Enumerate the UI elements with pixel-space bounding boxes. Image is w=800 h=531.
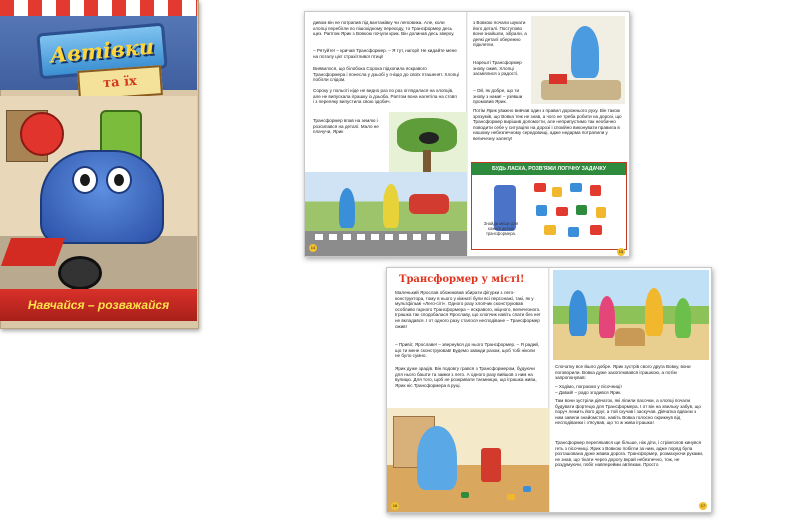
spread2-right-paragraph-3: – Давай! – радо згодився Ярик.	[555, 390, 622, 395]
spread2-right-paragraph-5: Трансформер перелякався ще більше, ніж діти, і стрімголов кинувся геть з пісочниці. Ярик з Вовкою побігли за ним, адже поряд була розташована дуже жвава дорога. Трансформер, розмахуючи руками, не знав, що тікати через дорогу вкрай небезпечно, тож, не роздумуючи, побіг навперейми автівкам. Просто	[555, 440, 705, 468]
cover-slogan: Навчайся – розважайся	[0, 289, 197, 321]
spread1-right-paragraph-3: – Ой, як добре, що ти знову з нами! – узявши промовив Ярик.	[473, 88, 524, 105]
book-spread-top	[304, 11, 630, 257]
cover-awning-stripe	[0, 0, 197, 16]
book-cover	[0, 0, 199, 329]
street-scene-illustration	[305, 172, 467, 256]
page-number-badge: 16	[392, 503, 398, 508]
spread1-left-paragraph-4: Сороку у польоті ніде не видно раз по раз оглядалася на хлопців, але не випускала іграшку із дзьоба. Раптом вона налетіла на стовп і з переляку випустила свою здобич.	[313, 88, 459, 105]
magpie-tree-illustration	[389, 112, 467, 176]
page-number-badge: 15	[618, 249, 624, 254]
puzzle-caption: Знайди місце для кожної деталі трансформера.	[483, 221, 520, 236]
puzzle-title: БУДЬ ЛАСКА, РОЗВ'ЯЖИ ЛОГІЧНУ ЗАДАЧКУ	[472, 163, 626, 175]
spread1-right-paragraph-4: Потім Ярик уважно вивчав один з правил дорожнього руху. Він також зрозумів, що Вовка теж не знав, а чого не треба робити на дорозі, що Трансформер вирішив допомогти, але неприпустимо так необачно поводити себе у ситуаціях на дорозі і спокійно виконувати правила в нашому небезпечному середовищі, адже недарма потрапили у величезну халепу!	[473, 108, 623, 141]
spread2-left-paragraph-3: Ярик дуже зрадів. Він подовгу грався з Трансформером, будуючи для нього башти та замки з лего. А одного разу вийшов з ним на вулицю. Для того, щоб не розкривати таємницю, що іграшка жива, Ярик ніс Трансформера в руці.	[395, 366, 538, 388]
spread2-right-paragraph-1: Спочатку все йшло добре. Ярик зустрів свого друга Вовку, вони поговорили. Вовка дуже захоплювався іграшкою, а потім запропонував:	[555, 364, 692, 381]
boy-playing-lego-illustration	[387, 408, 549, 512]
spread1-left-paragraph-2: – Рятуйте! – кричав Трансформер. – Я тут, нагорі! Не кидайте мене на поталу цієї страхітливої птиці!	[313, 48, 459, 59]
blue-car-character-illustration	[40, 150, 164, 244]
page-number-badge: 14	[310, 245, 316, 250]
cover-title: Автівки	[36, 23, 168, 80]
page-number-badge: 17	[700, 503, 706, 508]
spread1-left-paragraph-5: Трансформер впав на землю і розсипався на деталі. Мало не плачучи, Ярик	[313, 118, 381, 135]
spread1-left-paragraph-1: дивом він не потрапив під вантажівку чи легковика. Але, коли хлопці перебігли по пішохідному переходу, то Трансформер десь щез. Раптом Ярик з Вовкою почули крик. Він долинав десь зверху.	[313, 20, 455, 37]
book-spread-bottom	[386, 267, 712, 513]
logic-puzzle-panel	[471, 162, 627, 250]
spread1-right-paragraph-1: з Вовкою почали шукати його деталі. Поступово вони знайшли, зібрали, а деякі деталі обережно підклеїли.	[473, 20, 529, 48]
car-eye-left	[72, 166, 98, 194]
sandbox-scene-illustration	[553, 270, 709, 360]
spread2-left-paragraph-2: – Привіт, Ярославе! – звернувся до нього Трансформер. – Я радий, що ти мене сконструював! Будемо завжди разом, щоб тобі ніколи не було сумно.	[395, 342, 541, 359]
cover-subtitle: та їх	[77, 65, 163, 101]
car-jack-illustration	[1, 238, 65, 266]
red-car-character-illustration	[20, 112, 64, 156]
tire-illustration	[58, 256, 102, 290]
story-heading: Трансформер у місті!	[399, 274, 525, 285]
car-eye-right	[106, 166, 132, 194]
spread2-left-paragraph-1: Маленький Ярослав обожнював збирати фігурки з лего-конструктора, тому в нього у кімнаті були всі персонажі, такі, як у мультфільмі «Лего-сіті». Одного разу хлопчик сконструював особливо гарного Трансформера – яскравого, міцного, величезного. Іграшка так сподобалася Ярославу, що хлопчик навіть спати без неї не вкладався. І от одного разу сталося несподіване – Трансформер ожив!	[395, 290, 542, 329]
spread2-right-paragraph-4: Там вони зустріли дівчаток, які ліпили пасочки, а хлопці почали будувати фортецю для Трансформера. І от він на хвильку забув, що поруч лежить його друг, а той скучав і заскучав. Дівчатка вдвоєм з ним завели знайомство, навіть Вовка голосно скрикнув від несподіванки і з'ясував, що то ж жива іграшка!	[555, 398, 703, 426]
spread2-right-paragraph-2: – Ходімо, пограємо у пісочниці!	[555, 384, 622, 389]
spread1-right-paragraph-2: Нарешті Трансформер знову ожив. Хлопці засміялися з радості.	[473, 60, 523, 77]
spread1-left-paragraph-3: Виявилося, що білобока Сорока підхопила яскравого Трансформера і понесла у дзьобі у гніздо до своїх пташенят. Хлопці побігли слідом.	[313, 66, 461, 83]
boy-fixing-robot-illustration	[531, 16, 625, 104]
